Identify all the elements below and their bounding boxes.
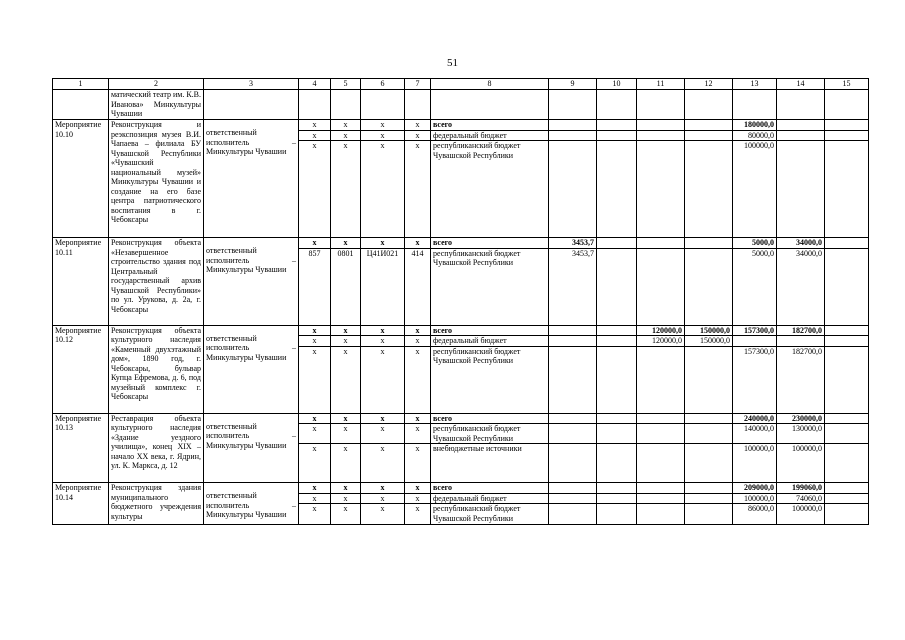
cell <box>825 130 869 141</box>
cell: 100000,0 <box>777 444 825 483</box>
col-header-2: 2 <box>109 79 204 90</box>
cell: 34000,0 <box>777 238 825 249</box>
funding-source: республиканский бюджет Чувашской Республики <box>431 141 549 238</box>
table-row <box>53 90 869 120</box>
cell: 180000,0 <box>733 120 777 131</box>
cell <box>597 336 637 347</box>
cell: x <box>299 238 331 249</box>
cell <box>637 413 685 424</box>
page-number: 51 <box>447 57 458 69</box>
cell <box>549 346 597 413</box>
cell: x <box>361 325 405 336</box>
cell: x <box>299 413 331 424</box>
cell <box>549 413 597 424</box>
cell: x <box>361 504 405 525</box>
cell: 150000,0 <box>685 325 733 336</box>
funding-source: всего <box>431 238 549 249</box>
table-row <box>53 120 869 131</box>
cell <box>825 504 869 525</box>
col-header-3: 3 <box>204 79 299 90</box>
cell: 199060,0 <box>777 483 825 494</box>
executor: ответственный исполнитель – Минкультуры Чувашии <box>204 413 299 483</box>
funding-source: федеральный бюджет <box>431 336 549 347</box>
cell: 120000,0 <box>637 336 685 347</box>
cell: 157300,0 <box>733 325 777 336</box>
cell <box>597 444 637 483</box>
cell: x <box>405 238 431 249</box>
cell: x <box>299 346 331 413</box>
cell <box>685 346 733 413</box>
cell <box>549 444 597 483</box>
cell <box>637 346 685 413</box>
cell: 34000,0 <box>777 248 825 325</box>
cell <box>637 493 685 504</box>
col-header-9: 9 <box>549 79 597 90</box>
cell <box>637 248 685 325</box>
executor: ответственный исполнитель – Минкультуры Чувашии <box>204 120 299 238</box>
table-row <box>53 325 869 336</box>
cell <box>685 493 733 504</box>
cell <box>597 325 637 336</box>
cell: 157300,0 <box>733 346 777 413</box>
col-header-13: 13 <box>733 79 777 90</box>
cell: x <box>361 483 405 494</box>
cell: x <box>331 483 361 494</box>
col-header-5: 5 <box>331 79 361 90</box>
col-header-11: 11 <box>637 79 685 90</box>
cell: x <box>361 424 405 444</box>
cell: x <box>299 424 331 444</box>
funding-source: республиканский бюджет Чувашской Республики <box>431 248 549 325</box>
event-name: Реконструкция объекта «Незавершенное строительство здания под Центральный государственный архив Чувашской Республики» по ул. Урукова, д. 2а, г. Чебоксары <box>109 238 204 326</box>
cell <box>825 238 869 249</box>
cell <box>685 424 733 444</box>
table-row <box>53 413 869 424</box>
cell: x <box>299 336 331 347</box>
cell <box>597 248 637 325</box>
event-name: Реконструкция объекта культурного наследия «Каменный двухэтажный дом», 1890 год, г. Чебоксары, бульвар Купца Ефремова, д. 6, под музейный комплекс г. Чебоксары <box>109 325 204 413</box>
cell <box>597 346 637 413</box>
cell: 230000,0 <box>777 413 825 424</box>
cell: x <box>361 413 405 424</box>
cell: x <box>361 120 405 131</box>
cell <box>637 141 685 238</box>
table-row <box>53 238 869 249</box>
cell: x <box>299 483 331 494</box>
cell: 209000,0 <box>733 483 777 494</box>
cell <box>733 336 777 347</box>
cell: x <box>331 504 361 525</box>
col-header-4: 4 <box>299 79 331 90</box>
event-number: Мероприятие 10.13 <box>53 413 109 483</box>
cell: x <box>405 120 431 131</box>
cell <box>637 504 685 525</box>
funding-source: республиканский бюджет Чувашской Республики <box>431 504 549 525</box>
col-header-15: 15 <box>825 79 869 90</box>
funding-source: федеральный бюджет <box>431 493 549 504</box>
cell: 240000,0 <box>733 413 777 424</box>
cell <box>637 444 685 483</box>
col-header-6: 6 <box>361 79 405 90</box>
funding-source: внебюджетные источники <box>431 444 549 483</box>
cell: 130000,0 <box>777 424 825 444</box>
cell <box>825 483 869 494</box>
column-number-row <box>53 79 869 90</box>
cell: Ц41И021 <box>361 248 405 325</box>
col-header-7: 7 <box>405 79 431 90</box>
cell: x <box>361 336 405 347</box>
cell <box>685 483 733 494</box>
cell: x <box>331 444 361 483</box>
cell: x <box>331 141 361 238</box>
cell <box>825 493 869 504</box>
cell <box>825 424 869 444</box>
cell: 100000,0 <box>777 504 825 525</box>
cell: x <box>405 483 431 494</box>
cell: x <box>405 141 431 238</box>
cell: x <box>331 424 361 444</box>
cell <box>825 413 869 424</box>
cell: x <box>405 413 431 424</box>
cell <box>825 336 869 347</box>
cell <box>549 130 597 141</box>
cell: 86000,0 <box>733 504 777 525</box>
cell <box>549 325 597 336</box>
cell: 857 <box>299 248 331 325</box>
cell <box>685 413 733 424</box>
funding-source: федеральный бюджет <box>431 130 549 141</box>
cell: 100000,0 <box>733 141 777 238</box>
cell <box>685 141 733 238</box>
cell <box>637 238 685 249</box>
cell <box>825 141 869 238</box>
cell: x <box>361 130 405 141</box>
cell: x <box>299 130 331 141</box>
cell <box>777 336 825 347</box>
cell: x <box>361 238 405 249</box>
cell <box>549 483 597 494</box>
cell <box>685 238 733 249</box>
cell <box>549 141 597 238</box>
cell: 414 <box>405 248 431 325</box>
cell <box>549 493 597 504</box>
event-number: Мероприятие 10.12 <box>53 325 109 413</box>
cell: 120000,0 <box>637 325 685 336</box>
cell: 74060,0 <box>777 493 825 504</box>
cell <box>597 483 637 494</box>
event-name: матический театр им. К.В. Иванова» Минкультуры Чувашии <box>109 90 204 120</box>
cell <box>777 141 825 238</box>
cell: x <box>405 504 431 525</box>
cell: x <box>405 346 431 413</box>
cell: x <box>361 141 405 238</box>
cell: 150000,0 <box>685 336 733 347</box>
cell: 3453,7 <box>549 238 597 249</box>
executor: ответственный исполнитель – Минкультуры Чувашии <box>204 325 299 413</box>
col-header-1: 1 <box>53 79 109 90</box>
cell: x <box>299 444 331 483</box>
cell: x <box>299 120 331 131</box>
cell: x <box>331 130 361 141</box>
cell: x <box>299 141 331 238</box>
cell: 80000,0 <box>733 130 777 141</box>
cell <box>685 130 733 141</box>
cell: x <box>405 325 431 336</box>
funding-source: всего <box>431 325 549 336</box>
funding-source: республиканский бюджет Чувашской Республики <box>431 346 549 413</box>
cell <box>637 424 685 444</box>
cell: 100000,0 <box>733 444 777 483</box>
event-name: Реконструкция здания муниципального бюджетного учреждения культуры <box>109 483 204 525</box>
cell <box>825 325 869 336</box>
cell <box>637 130 685 141</box>
cell: x <box>361 444 405 483</box>
cell: x <box>299 493 331 504</box>
cell <box>825 444 869 483</box>
cell <box>685 444 733 483</box>
col-header-12: 12 <box>685 79 733 90</box>
cell <box>597 424 637 444</box>
cell <box>685 504 733 525</box>
event-name: Реставрация объекта культурного наследия «Здание уездного училища», конец XIX – начало XX века, г. Ядрин, ул. К. Маркса, д. 12 <box>109 413 204 483</box>
cell: 182700,0 <box>777 325 825 336</box>
executor: ответственный исполнитель – Минкультуры Чувашии <box>204 483 299 525</box>
cell <box>825 120 869 131</box>
cell: x <box>331 346 361 413</box>
cell: x <box>331 413 361 424</box>
cell <box>597 413 637 424</box>
event-number: Мероприятие 10.11 <box>53 238 109 326</box>
cell <box>637 120 685 131</box>
cell <box>597 120 637 131</box>
cell: 100000,0 <box>733 493 777 504</box>
cell: x <box>331 238 361 249</box>
cell: 140000,0 <box>733 424 777 444</box>
col-header-8: 8 <box>431 79 549 90</box>
cell <box>549 120 597 131</box>
cell <box>685 248 733 325</box>
cell <box>549 424 597 444</box>
event-number: Мероприятие 10.10 <box>53 120 109 238</box>
event-name: Реконструкция и реэкспозиция музея В.И. Чапаева – филиала БУ Чувашской Республики «Чувашский национальный музей» Минкультуры Чувашии и создание на его базе центра патриотического воспитания в г. Чебоксары <box>109 120 204 238</box>
cell: x <box>361 346 405 413</box>
cell: x <box>299 325 331 336</box>
cell: x <box>331 336 361 347</box>
cell <box>685 120 733 131</box>
cell: x <box>299 504 331 525</box>
cell <box>597 504 637 525</box>
funding-source: всего <box>431 483 549 494</box>
cell <box>777 130 825 141</box>
cell: x <box>405 130 431 141</box>
cell: x <box>331 325 361 336</box>
cell: x <box>331 120 361 131</box>
cell: x <box>405 424 431 444</box>
cell: x <box>405 493 431 504</box>
cell <box>825 248 869 325</box>
cell: x <box>405 444 431 483</box>
cell <box>549 336 597 347</box>
cell <box>637 483 685 494</box>
cell: 0801 <box>331 248 361 325</box>
cell: 182700,0 <box>777 346 825 413</box>
cell <box>597 493 637 504</box>
cell: 5000,0 <box>733 238 777 249</box>
budget-table <box>52 78 869 525</box>
cell <box>549 504 597 525</box>
cell <box>825 346 869 413</box>
table-row <box>53 483 869 494</box>
cell <box>597 238 637 249</box>
funding-source: всего <box>431 120 549 131</box>
cell: 3453,7 <box>549 248 597 325</box>
col-header-14: 14 <box>777 79 825 90</box>
col-header-10: 10 <box>597 79 637 90</box>
executor: ответственный исполнитель – Минкультуры Чувашии <box>204 238 299 326</box>
event-number: Мероприятие 10.14 <box>53 483 109 525</box>
funding-source: республиканский бюджет Чувашской Республики <box>431 424 549 444</box>
cell <box>597 141 637 238</box>
cell: x <box>405 336 431 347</box>
cell <box>597 130 637 141</box>
cell: 5000,0 <box>733 248 777 325</box>
cell: x <box>331 493 361 504</box>
cell: x <box>361 493 405 504</box>
cell <box>777 120 825 131</box>
funding-source: всего <box>431 413 549 424</box>
